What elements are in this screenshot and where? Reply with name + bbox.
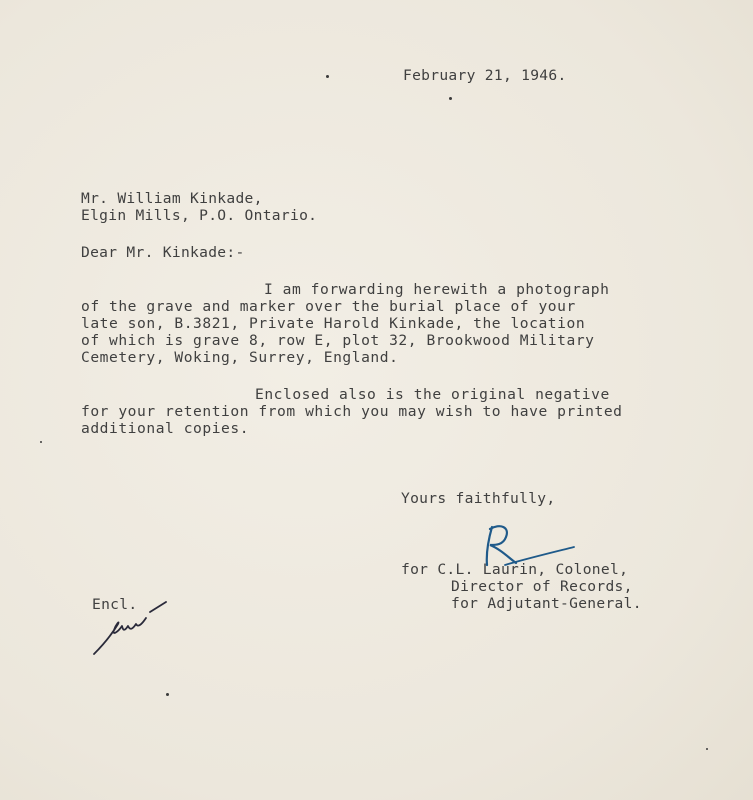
paragraph1-line: I am forwarding herewith a photograph — [264, 281, 610, 298]
enclosure-note: Encl. — [92, 596, 138, 613]
paper-speck — [40, 441, 42, 443]
paragraph1-line: of which is grave 8, row E, plot 32, Brookwood Military — [81, 332, 595, 349]
paragraph1-line: late son, B.3821, Private Harold Kinkade, the location — [81, 315, 586, 332]
paragraph2-line: Enclosed also is the original negative — [255, 386, 610, 403]
paper-speck — [326, 75, 329, 78]
signature-line: for Adjutant-General. — [451, 595, 642, 612]
paper-speck — [706, 748, 708, 750]
salutation: Dear Mr. Kinkade:- — [81, 244, 245, 261]
recipient-name: Mr. William Kinkade, — [81, 190, 263, 207]
paper-speck — [449, 97, 452, 100]
recipient-address: Elgin Mills, P.O. Ontario. — [81, 207, 318, 224]
paragraph1-line: Cemetery, Woking, Surrey, England. — [81, 349, 399, 366]
paragraph1-line: of the grave and marker over the burial place of your — [81, 298, 576, 315]
signature-line: for C.L. Laurin, Colonel, — [401, 561, 629, 578]
signature-line: Director of Records, — [451, 578, 633, 595]
paragraph2-line: for your retention from which you may wish to have printed — [81, 403, 623, 420]
handwritten-initials — [90, 600, 180, 660]
paper-speck — [166, 693, 169, 696]
paragraph2-line: additional copies. — [81, 420, 250, 437]
closing: Yours faithfully, — [401, 490, 556, 507]
letter-date: February 21, 1946. — [403, 67, 567, 84]
handwritten-signature — [470, 515, 590, 595]
